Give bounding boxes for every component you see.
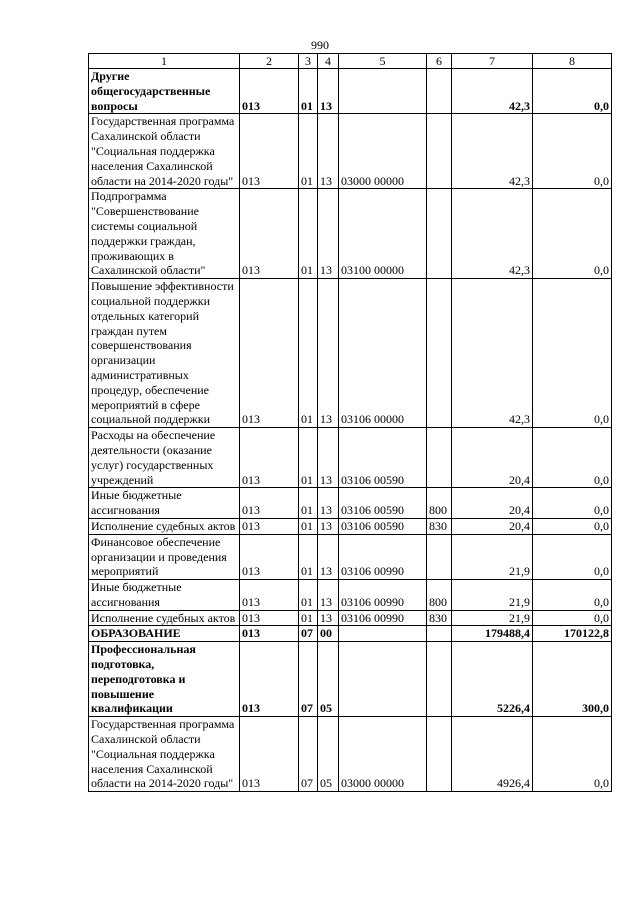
- column-header: 3: [299, 54, 318, 69]
- row-expense-type: [427, 717, 452, 792]
- row-admin-code: 013: [240, 642, 299, 717]
- row-amount-2: 170122,8: [533, 626, 612, 642]
- row-amount-2: 0,0: [533, 488, 612, 519]
- row-target-article: 03106 00990: [339, 610, 427, 626]
- row-name: Финансовое обеспечение организации и проведения мероприятий: [89, 534, 240, 579]
- row-subsection: 13: [318, 279, 339, 428]
- row-section: 07: [299, 626, 318, 642]
- row-expense-type: [427, 642, 452, 717]
- row-section: 01: [299, 279, 318, 428]
- row-target-article: 03100 00000: [339, 189, 427, 279]
- row-amount-1: 179488,4: [452, 626, 533, 642]
- column-header: 5: [339, 54, 427, 69]
- column-header: 2: [240, 54, 299, 69]
- row-admin-code: 013: [240, 717, 299, 792]
- table-row: [89, 518, 612, 534]
- row-expense-type: [427, 189, 452, 279]
- row-expense-type: 830: [427, 610, 452, 626]
- row-expense-type: [427, 428, 452, 488]
- row-expense-type: 800: [427, 580, 452, 611]
- row-section: 07: [299, 717, 318, 792]
- row-name: Исполнение судебных актов: [89, 610, 240, 626]
- row-admin-code: 013: [240, 580, 299, 611]
- row-amount-1: 20,4: [452, 428, 533, 488]
- column-header: 4: [318, 54, 339, 69]
- row-target-article: 03106 00000: [339, 279, 427, 428]
- row-name: Государственная программа Сахалинской области "Социальная поддержка населения Сахалинской области на 2014-2020 годы": [89, 717, 240, 792]
- row-section: 01: [299, 534, 318, 579]
- row-amount-1: 21,9: [452, 580, 533, 611]
- row-subsection: 00: [318, 626, 339, 642]
- row-section: 01: [299, 69, 318, 114]
- row-amount-2: 300,0: [533, 642, 612, 717]
- table-row: [89, 534, 612, 579]
- row-subsection: 13: [318, 488, 339, 519]
- row-name: Другие общегосударственные вопросы: [89, 69, 240, 114]
- table-row: [89, 580, 612, 611]
- row-expense-type: 800: [427, 488, 452, 519]
- row-subsection: 13: [318, 534, 339, 579]
- row-target-article: [339, 69, 427, 114]
- row-amount-2: 0,0: [533, 580, 612, 611]
- row-amount-1: 21,9: [452, 610, 533, 626]
- row-section: 01: [299, 189, 318, 279]
- table-row: [89, 428, 612, 488]
- row-amount-1: 5226,4: [452, 642, 533, 717]
- column-header: 8: [533, 54, 612, 69]
- row-section: 01: [299, 488, 318, 519]
- column-header: 1: [89, 54, 240, 69]
- row-amount-1: 21,9: [452, 534, 533, 579]
- row-name: Повышение эффективности социальной поддержки отдельных категорий граждан путем совершенствования организации административных процедур, обеспечение мероприятий в сфере социальной поддержки: [89, 279, 240, 428]
- row-admin-code: 013: [240, 610, 299, 626]
- row-amount-1: 4926,4: [452, 717, 533, 792]
- table-row: [89, 717, 612, 792]
- row-target-article: [339, 642, 427, 717]
- header-row: [89, 54, 612, 69]
- page-number: 990: [311, 38, 329, 52]
- row-admin-code: 013: [240, 626, 299, 642]
- row-subsection: 13: [318, 580, 339, 611]
- row-expense-type: [427, 626, 452, 642]
- row-admin-code: 013: [240, 279, 299, 428]
- table-row: [89, 642, 612, 717]
- row-amount-1: 20,4: [452, 518, 533, 534]
- row-subsection: 13: [318, 114, 339, 189]
- row-amount-1: 42,3: [452, 279, 533, 428]
- row-expense-type: [427, 69, 452, 114]
- table-row: [89, 189, 612, 279]
- table-row: [89, 279, 612, 428]
- row-name: Расходы на обеспечение деятельности (оказание услуг) государственных учреждений: [89, 428, 240, 488]
- row-subsection: 13: [318, 428, 339, 488]
- row-admin-code: 013: [240, 428, 299, 488]
- row-section: 01: [299, 428, 318, 488]
- row-amount-1: 42,3: [452, 189, 533, 279]
- row-amount-2: 0,0: [533, 428, 612, 488]
- row-expense-type: 830: [427, 518, 452, 534]
- row-subsection: 05: [318, 717, 339, 792]
- row-subsection: 05: [318, 642, 339, 717]
- row-amount-1: 42,3: [452, 69, 533, 114]
- row-section: 01: [299, 518, 318, 534]
- row-subsection: 13: [318, 610, 339, 626]
- row-section: 01: [299, 580, 318, 611]
- row-amount-2: 0,0: [533, 69, 612, 114]
- row-target-article: 03106 00990: [339, 580, 427, 611]
- row-amount-2: 0,0: [533, 518, 612, 534]
- table-row: [89, 610, 612, 626]
- row-name: Иные бюджетные ассигнования: [89, 488, 240, 519]
- row-subsection: 13: [318, 69, 339, 114]
- row-section: 01: [299, 610, 318, 626]
- row-subsection: 13: [318, 189, 339, 279]
- table-row: [89, 626, 612, 642]
- row-amount-2: 0,0: [533, 114, 612, 189]
- row-amount-1: 20,4: [452, 488, 533, 519]
- row-admin-code: 013: [240, 114, 299, 189]
- row-target-article: 03106 00590: [339, 518, 427, 534]
- row-expense-type: [427, 114, 452, 189]
- table-row: [89, 69, 612, 114]
- row-amount-2: 0,0: [533, 610, 612, 626]
- column-header: 7: [452, 54, 533, 69]
- row-name: Государственная программа Сахалинской области "Социальная поддержка населения Сахалинской области на 2014-2020 годы": [89, 114, 240, 189]
- row-admin-code: 013: [240, 518, 299, 534]
- row-amount-2: 0,0: [533, 279, 612, 428]
- row-admin-code: 013: [240, 189, 299, 279]
- row-admin-code: 013: [240, 534, 299, 579]
- budget-table: [88, 53, 612, 792]
- row-target-article: 03000 00000: [339, 717, 427, 792]
- table-row: [89, 488, 612, 519]
- row-subsection: 13: [318, 518, 339, 534]
- row-section: 01: [299, 114, 318, 189]
- row-target-article: 03106 00590: [339, 428, 427, 488]
- row-amount-2: 0,0: [533, 534, 612, 579]
- row-name: Иные бюджетные ассигнования: [89, 580, 240, 611]
- row-target-article: 03106 00990: [339, 534, 427, 579]
- row-name: Профессиональная подготовка, переподготовка и повышение квалификации: [89, 642, 240, 717]
- row-amount-1: 42,3: [452, 114, 533, 189]
- row-name: Подпрограмма "Совершенствование системы социальной поддержки граждан, проживающих в Сахалинской области": [89, 189, 240, 279]
- row-amount-2: 0,0: [533, 189, 612, 279]
- row-name: Исполнение судебных актов: [89, 518, 240, 534]
- row-admin-code: 013: [240, 69, 299, 114]
- row-amount-2: 0,0: [533, 717, 612, 792]
- row-target-article: [339, 626, 427, 642]
- row-section: 07: [299, 642, 318, 717]
- row-target-article: 03000 00000: [339, 114, 427, 189]
- row-target-article: 03106 00590: [339, 488, 427, 519]
- row-expense-type: [427, 279, 452, 428]
- row-name: ОБРАЗОВАНИЕ: [89, 626, 240, 642]
- table-row: [89, 114, 612, 189]
- column-header: 6: [427, 54, 452, 69]
- row-expense-type: [427, 534, 452, 579]
- row-admin-code: 013: [240, 488, 299, 519]
